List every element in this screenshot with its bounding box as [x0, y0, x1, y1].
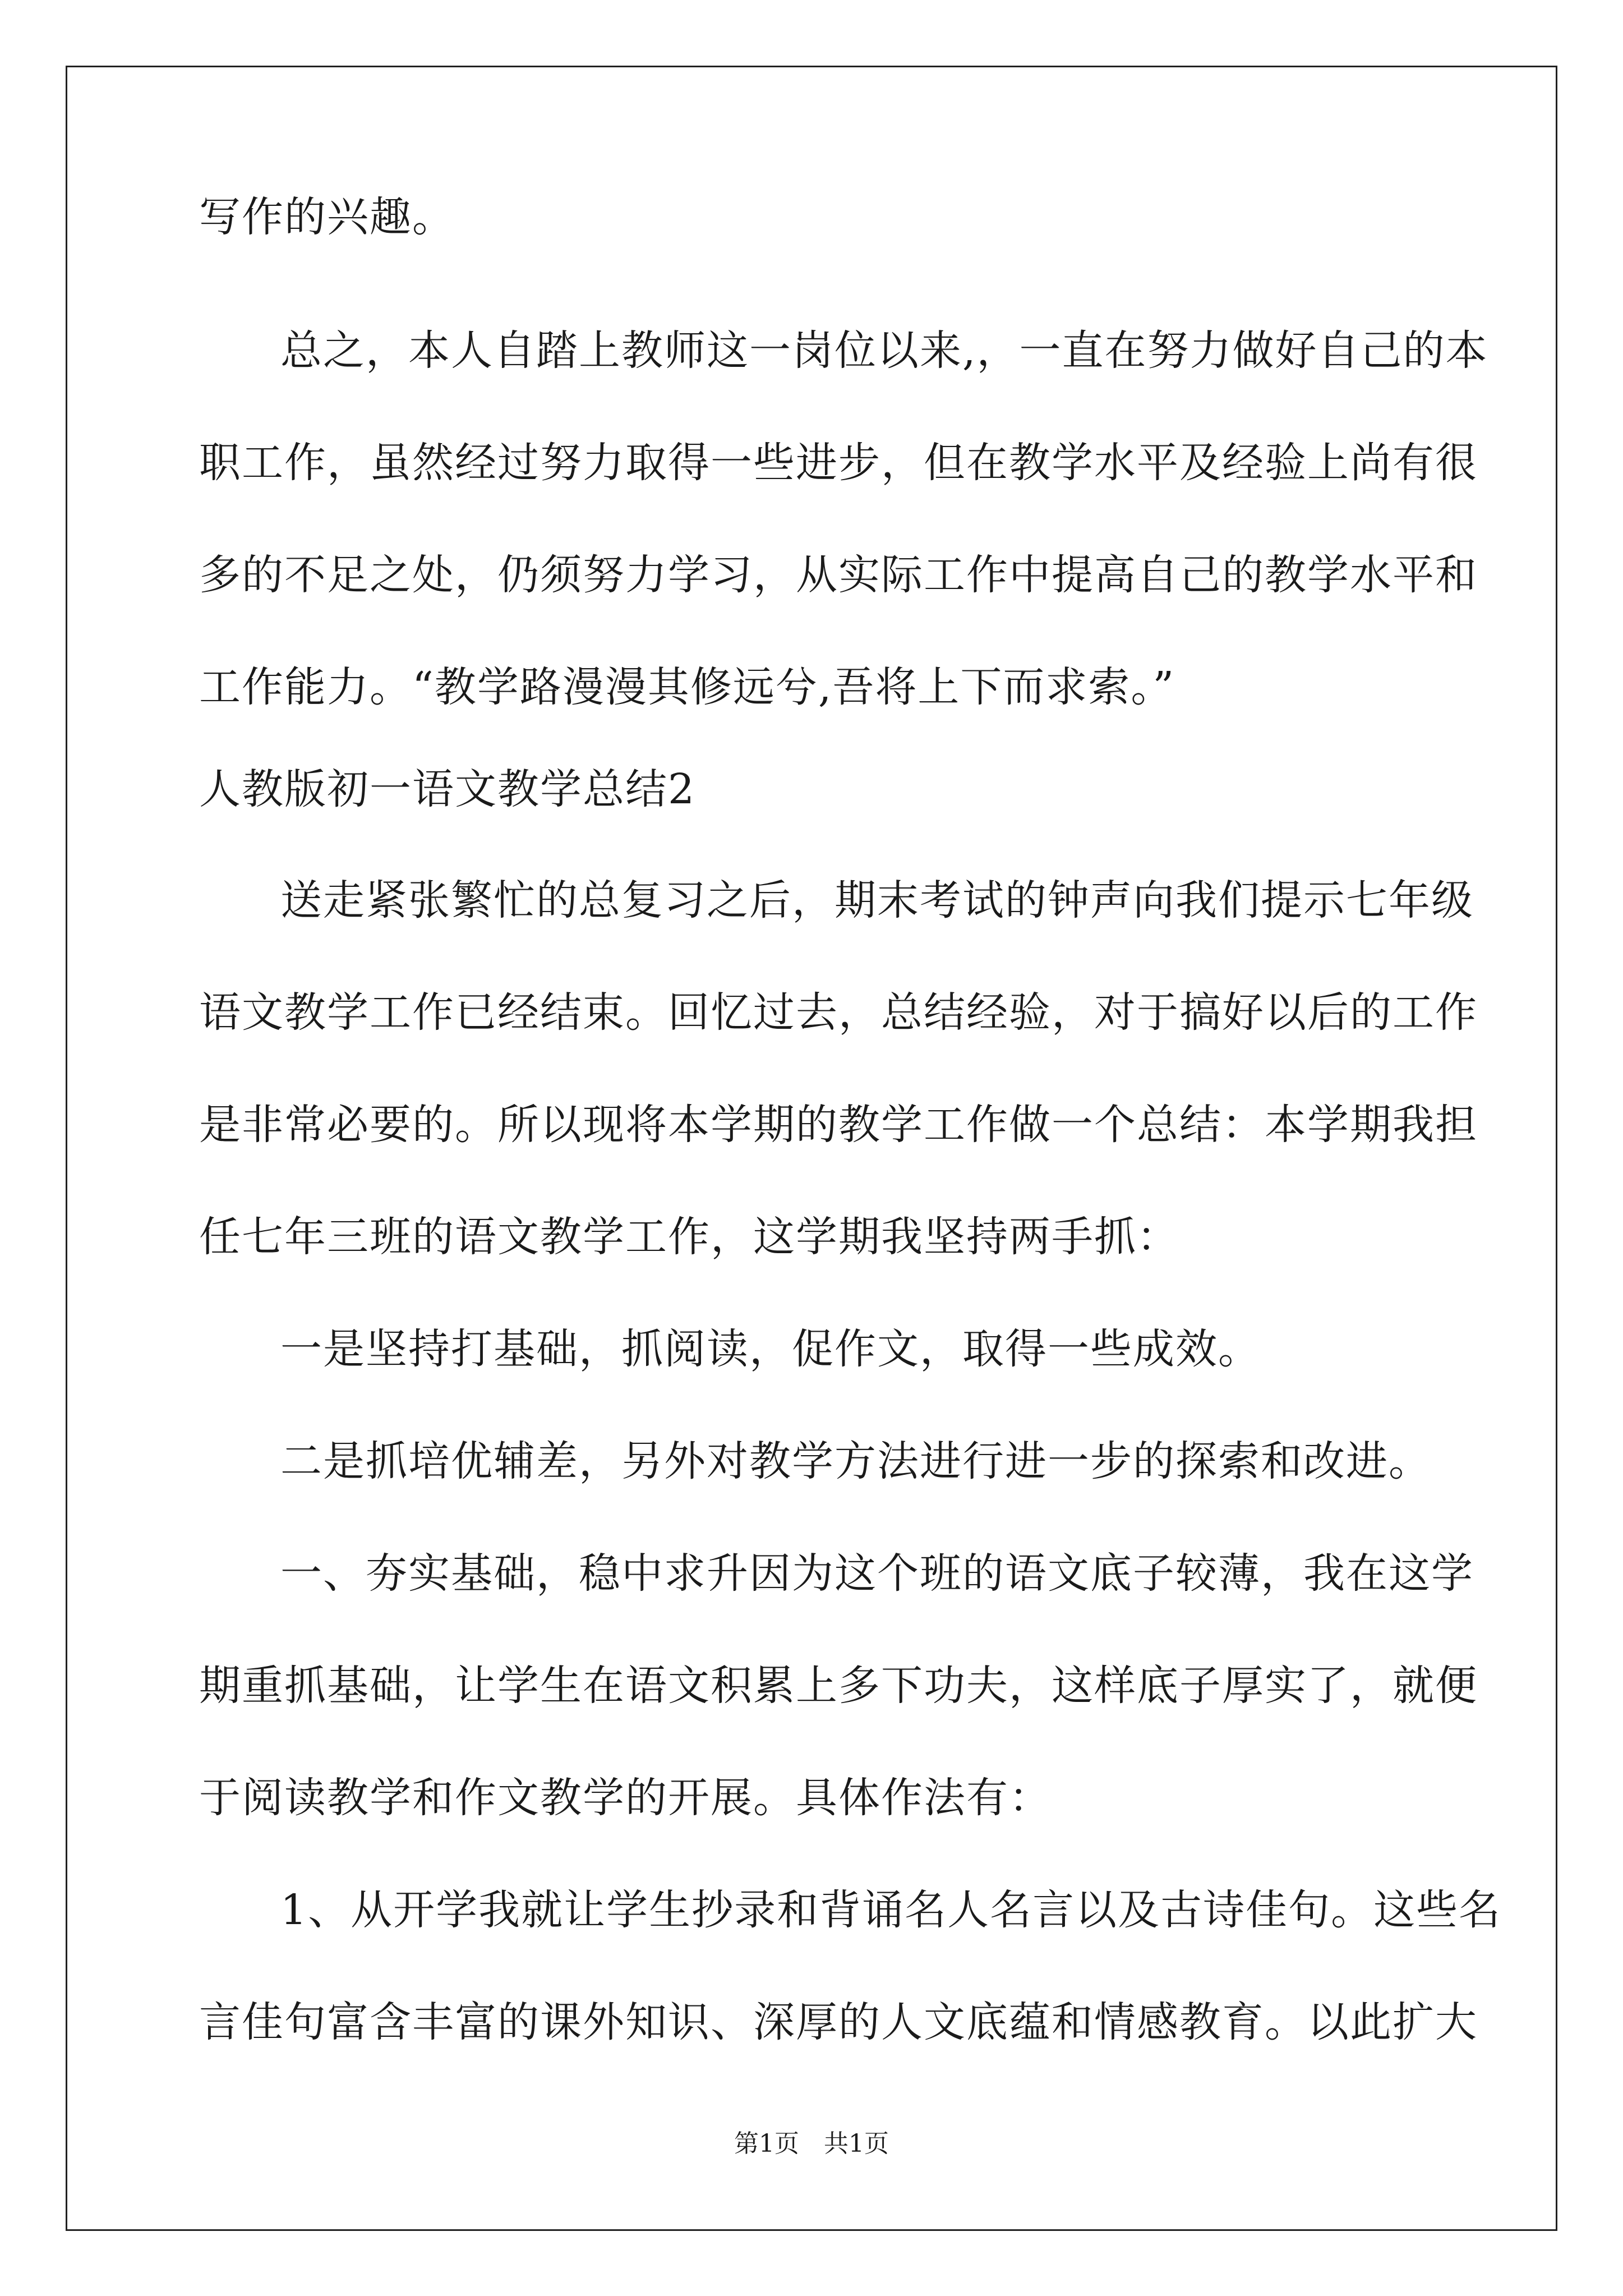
text-line: 写作的兴趣。 — [199, 193, 455, 241]
text-line: 于阅读教学和作文教学的开展。具体作法有： — [199, 1774, 1052, 1822]
text-line: 1、从开学我就让学生抄录和背诵名人名言以及古诗佳句。这些名 — [280, 1886, 1502, 1934]
text-line: 工作能力。“教学路漫漫其修远兮,吾将上下而求索。” — [199, 663, 1175, 711]
section-heading: 人教版初一语文教学总结2 — [199, 765, 696, 813]
text-line: 一、夯实基础，稳中求升因为这个班的语文底子较薄，我在这学 — [280, 1549, 1474, 1598]
text-line: 语文教学工作已经结束。回忆过去，总结经验，对于搞好以后的工作 — [199, 988, 1478, 1037]
text-line: 任七年三班的语文教学工作，这学期我坚持两手抓： — [199, 1213, 1179, 1261]
text-line: 期重抓基础，让学生在语文积累上多下功夫，这样底子厚实了，就便 — [199, 1662, 1478, 1710]
text-line: 送走紧张繁忙的总复习之后，期末考试的钟声向我们提示七年级 — [280, 876, 1474, 924]
text-line: 总之，本人自踏上教师这一岗位以来,，一直在努力做好自己的本 — [280, 326, 1488, 375]
text-line: 多的不足之处，仍须努力学习，从实际工作中提高自己的教学水平和 — [199, 551, 1478, 599]
text-line: 言佳句富含丰富的课外知识、深厚的人文底蕴和情感教育。以此扩大 — [199, 1998, 1478, 2046]
text-line: 二是抓培优辅差，另外对教学方法进行进一步的探索和改进。 — [280, 1437, 1431, 1485]
page-footer: 第1页 共1页 — [734, 2129, 889, 2158]
text-line: 是非常必要的。所以现将本学期的教学工作做一个总结：本学期我担 — [199, 1101, 1478, 1149]
text-line: 一是坚持打基础，抓阅读，促作文，取得一些成效。 — [280, 1325, 1261, 1373]
text-line: 职工作，虽然经过努力取得一些进步，但在教学水平及经验上尚有很 — [199, 439, 1478, 487]
